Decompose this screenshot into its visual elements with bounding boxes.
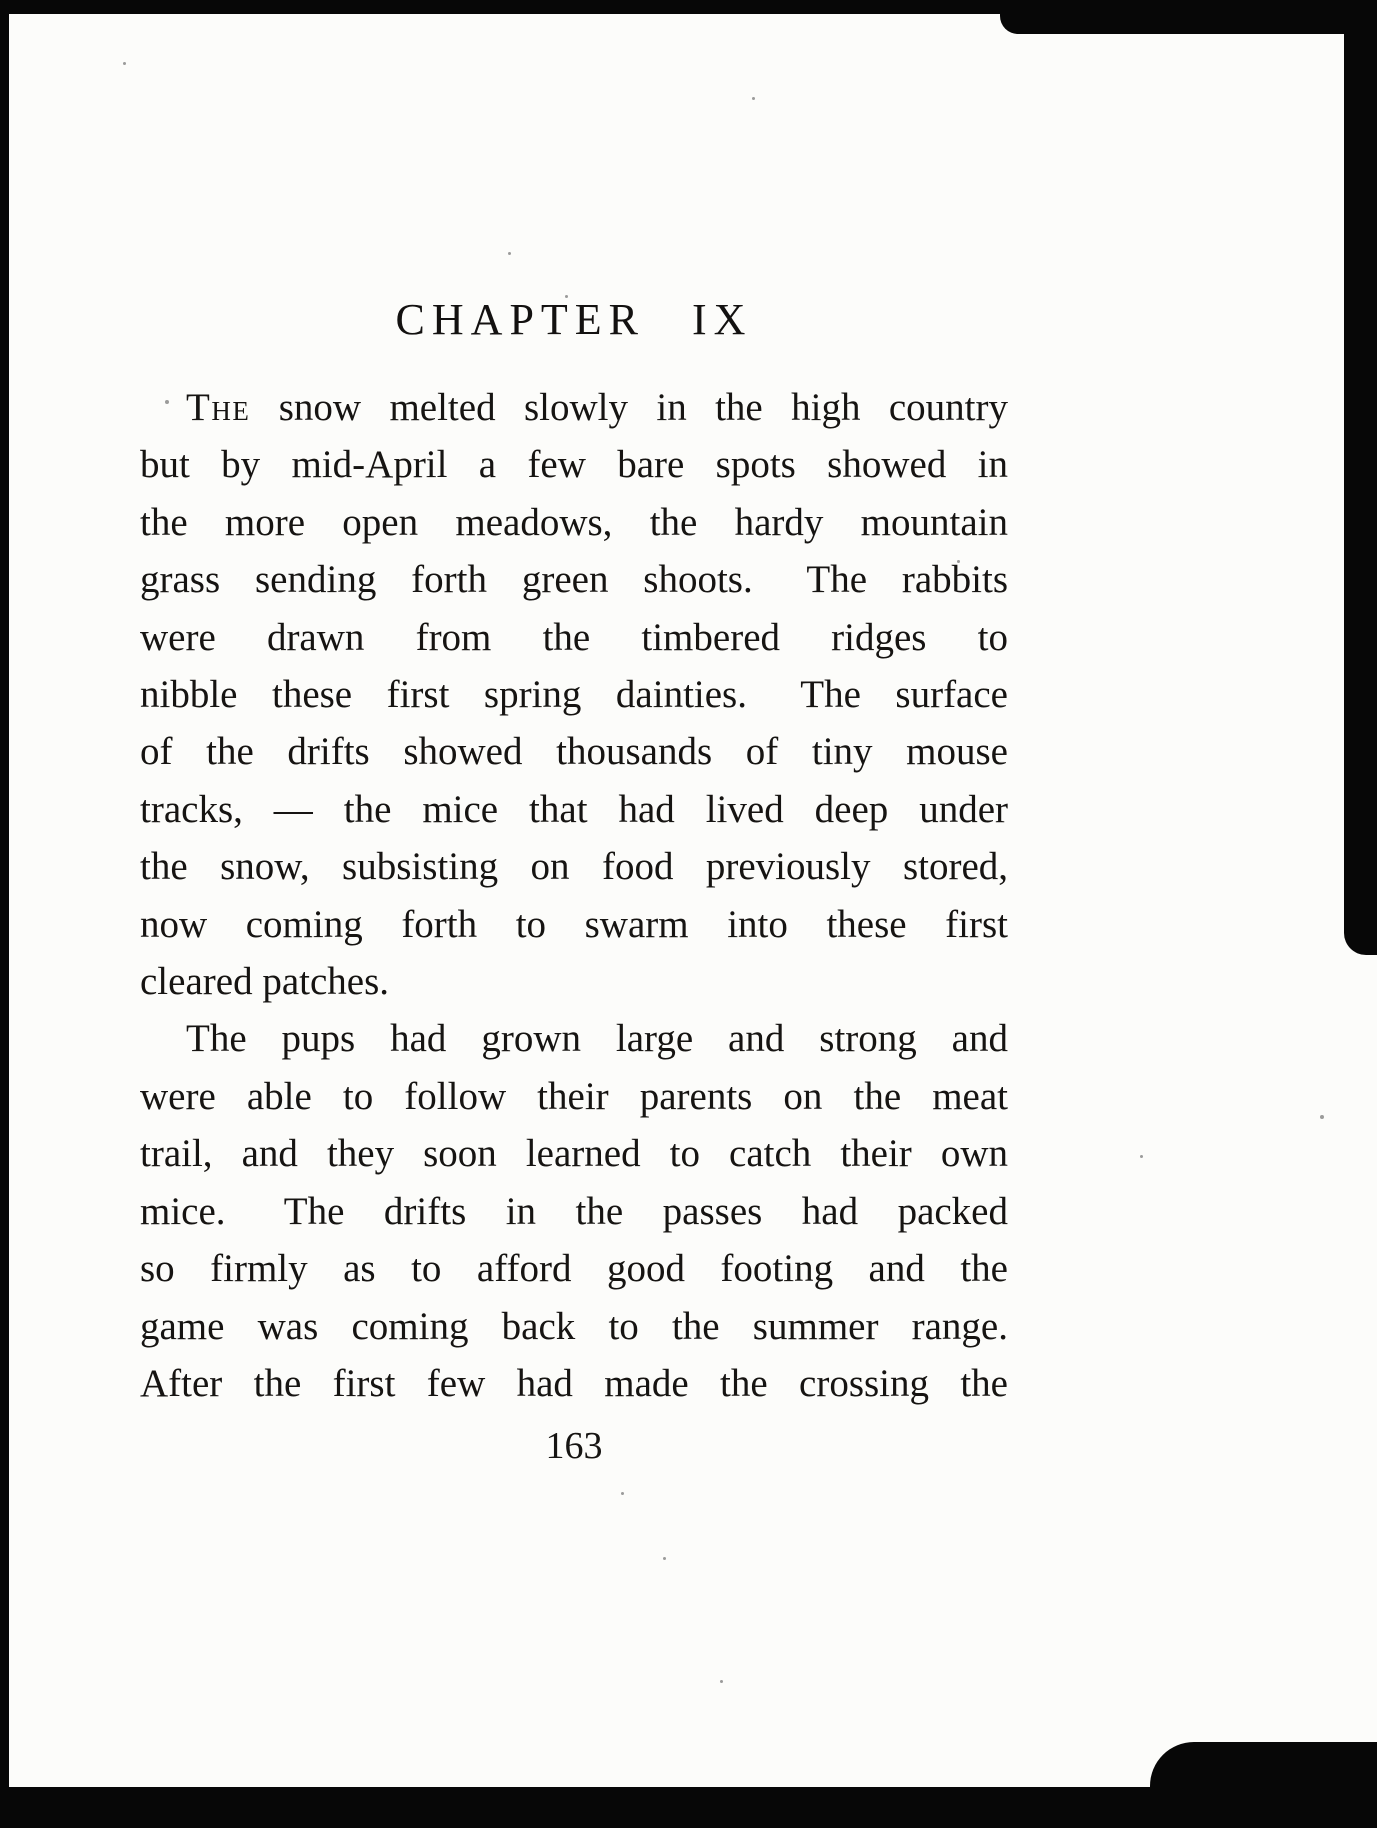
page-number: 163 <box>545 1425 603 1468</box>
text-line-rest: snow melted slowly in the high country <box>250 386 1008 429</box>
paragraph-lead-smallcaps: The <box>186 386 251 429</box>
text-line: the snow, subsisting on food previously stored, <box>140 845 1008 889</box>
chapter-heading: CHAPTER IX <box>395 295 753 344</box>
text-line: the more open meadows, the hardy mountain <box>140 500 1008 544</box>
scan-speckle <box>663 1557 666 1560</box>
scan-border-right <box>1344 0 1377 955</box>
text-line: game was coming back to the summer range. <box>140 1304 1008 1348</box>
scan-border-top-right <box>1000 0 1377 34</box>
paragraph <box>140 379 1008 1010</box>
text-line: tracks, — the mice that had lived deep under <box>140 787 1008 831</box>
scan-border-left <box>0 0 9 1828</box>
text-line: so firmly as to afford good footing and the <box>140 1247 1008 1291</box>
scan-speckle <box>1140 1155 1143 1158</box>
text-line: but by mid-April a few bare spots showed in <box>140 443 1008 487</box>
text-line: grass sending forth green shoots. The rabbits <box>140 558 1008 602</box>
text-line: now coming forth to swarm into these first <box>140 902 1008 946</box>
text-line <box>140 379 1008 436</box>
text-line: nibble these first spring dainties. The surface <box>140 673 1008 717</box>
scan-border-bottom-right <box>1150 1742 1377 1828</box>
text-line: cleared patches. <box>140 960 390 1004</box>
scan-speckle <box>123 62 126 65</box>
text-line: After the first few had made the crossing the <box>140 1361 1008 1405</box>
scan-speckle <box>621 1492 624 1495</box>
text-line: of the drifts showed thousands of tiny mouse <box>140 730 1008 774</box>
scan-speckle <box>752 97 755 100</box>
scan-speckle <box>720 1680 723 1683</box>
paragraph <box>140 1010 1008 1412</box>
text-line: were able to follow their parents on the meat <box>140 1074 1008 1118</box>
text-line: were drawn from the timbered ridges to <box>140 615 1008 659</box>
scan-speckle <box>1320 1115 1324 1119</box>
text-line: trail, and they soon learned to catch their own <box>140 1132 1008 1176</box>
scan-speckle <box>508 252 511 255</box>
book-page <box>140 294 1008 1468</box>
text-line: The pups had grown large and strong and <box>186 1017 1008 1061</box>
text-line: mice. The drifts in the passes had packed <box>140 1189 1008 1233</box>
